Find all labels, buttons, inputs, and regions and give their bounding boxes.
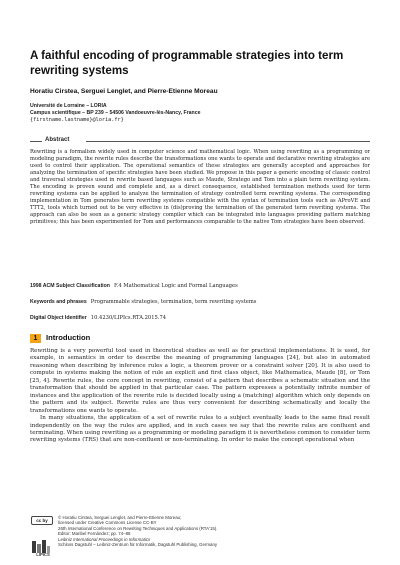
footer-copyright: © Horatiu Cirstea, Serguei Lenglet, and Pierre-Etienne Moreau; [58, 515, 182, 520]
affiliation-address: Campus scientifique – BP 239 – 54506 Vandoeuvre-lès-Nancy, France [30, 110, 201, 116]
section-number-badge: 1 [30, 334, 41, 343]
acm-classification [30, 283, 370, 290]
affiliation-institution: Université de Lorraine – LORIA [30, 103, 107, 109]
intro-paragraph-1: Rewriting is a very powerful tool used in theoretical studies as well as for practical implementations. It is used, for example, in semantics in order to describe the meaning of programming languages [24], but also in automated reasoning when describing by inference rules a logic, a theorem prover or a constraint solver [20]. It is also used to compute in systems making the notion of rule an explicit and first class object, like Mathematica, Maude [8], or Tom [25, 4]. Rewrite rules, the core concept in rewriting, consist of a pattern that describes a schematic situation and the transformation that should be applied in that particular case. The pattern expresses a potentially infinite number of instances and the application of the rewrite rule is decided locally using a (matching) algorithm which only depends on the pattern and its subject. Rewrite rules are thus very convenient for describing schematically and locally the transformations one wants to operate. [30, 348, 370, 414]
section-heading [30, 333, 90, 343]
author-list: Horatiu Cirstea, Serguei Lenglet, and Pierre-Etienne Moreau [30, 88, 218, 95]
affiliation-block [30, 103, 370, 124]
abstract-label: Abstract [45, 137, 70, 143]
abstract-heading [30, 137, 370, 145]
footer-editor: Editor: Maribel Fernández; pp. 74–88 [58, 531, 131, 537]
doi [30, 315, 370, 322]
abstract-rule-left [30, 141, 42, 142]
footer-series: Leibniz International Proceedings in Informatics [58, 536, 151, 542]
footer-publisher: Schloss Dagstuhl – Leibniz-Zentrum für Informatik, Dagstuhl Publishing, Germany [58, 542, 218, 548]
footer-license: licensed under Creative Commons License CC-BY [58, 520, 157, 526]
acm-label: 1998 ACM Subject Classification [30, 283, 110, 289]
footer-publication-info [58, 515, 370, 547]
doi-label: Digital Object Identifier [30, 315, 87, 321]
abstract-rule-right [86, 141, 370, 142]
paper-title: A faithful encoding of programmable strategies into term rewriting systems [30, 49, 344, 77]
doi-value[interactable]: 10.4230/LIPIcs.RTA.2015.74 [90, 315, 167, 321]
acm-value: F.4 Mathematical Logic and Formal Languages [113, 283, 238, 289]
lipics-logo-text: LIPICS [36, 552, 50, 557]
keywords-value: Programmable strategies, termination, term rewriting systems [90, 299, 257, 305]
cc-license-badge: cc by [31, 516, 53, 525]
section-title: Introduction [46, 333, 91, 342]
abstract-text: Rewriting is a formalism widely used in computer science and mathematical logic. When using rewriting as a programming or modeling paradigm, the rewrite rules describe the transformations one wants to operate and declarative rewriting strategies are used to control their application. The operational semantics of these strategies are generally accepted and approaches for analyzing the termination of specific strategies have been studied. We propose in this paper a generic encoding of classic control and traversal strategies used in rewrite based languages such as Maude, Stratego and Tom into a plain term rewriting system. The encoding is proven sound and complete and, as a direct consequence, established termination methods used for term rewriting systems can be applied to analyze the termination of strategy controlled term rewriting systems. The corresponding implementation in Tom generates term rewriting systems compatible with the syntax of termination tools such as AProVE and TTT2, tools which turned out to be very effective in (dis)proving the termination of the generated term rewriting systems. The approach can also be seen as a generic strategy compiler which can be integrated into languages providing pattern matching primitives; this has been experimented for Tom and performances comparable to the native Tom strategies have been observed. [30, 149, 370, 225]
affiliation-email: {firstname.lastname}@loria.fr} [30, 117, 124, 123]
footer-conference: 26th International Conference on Rewriting Techniques and Applications (RTA'15). [58, 525, 218, 531]
intro-paragraph-2: In many situations, the application of a set of rewrite rules to a subject eventually leads to the same final result independently on the way the rules are applied, and in such cases we say that the rewrite rules are confluent and terminating. When using rewriting as a programming or modeling paradigm it is nevertheless common to consider term rewriting systems (TRS) that are non-confluent or non-terminating. In order to make the concept operational when [30, 415, 370, 444]
keywords [30, 299, 370, 306]
introduction-body [30, 348, 370, 445]
keywords-label: Keywords and phrases [30, 299, 87, 305]
page-footer [30, 515, 370, 560]
